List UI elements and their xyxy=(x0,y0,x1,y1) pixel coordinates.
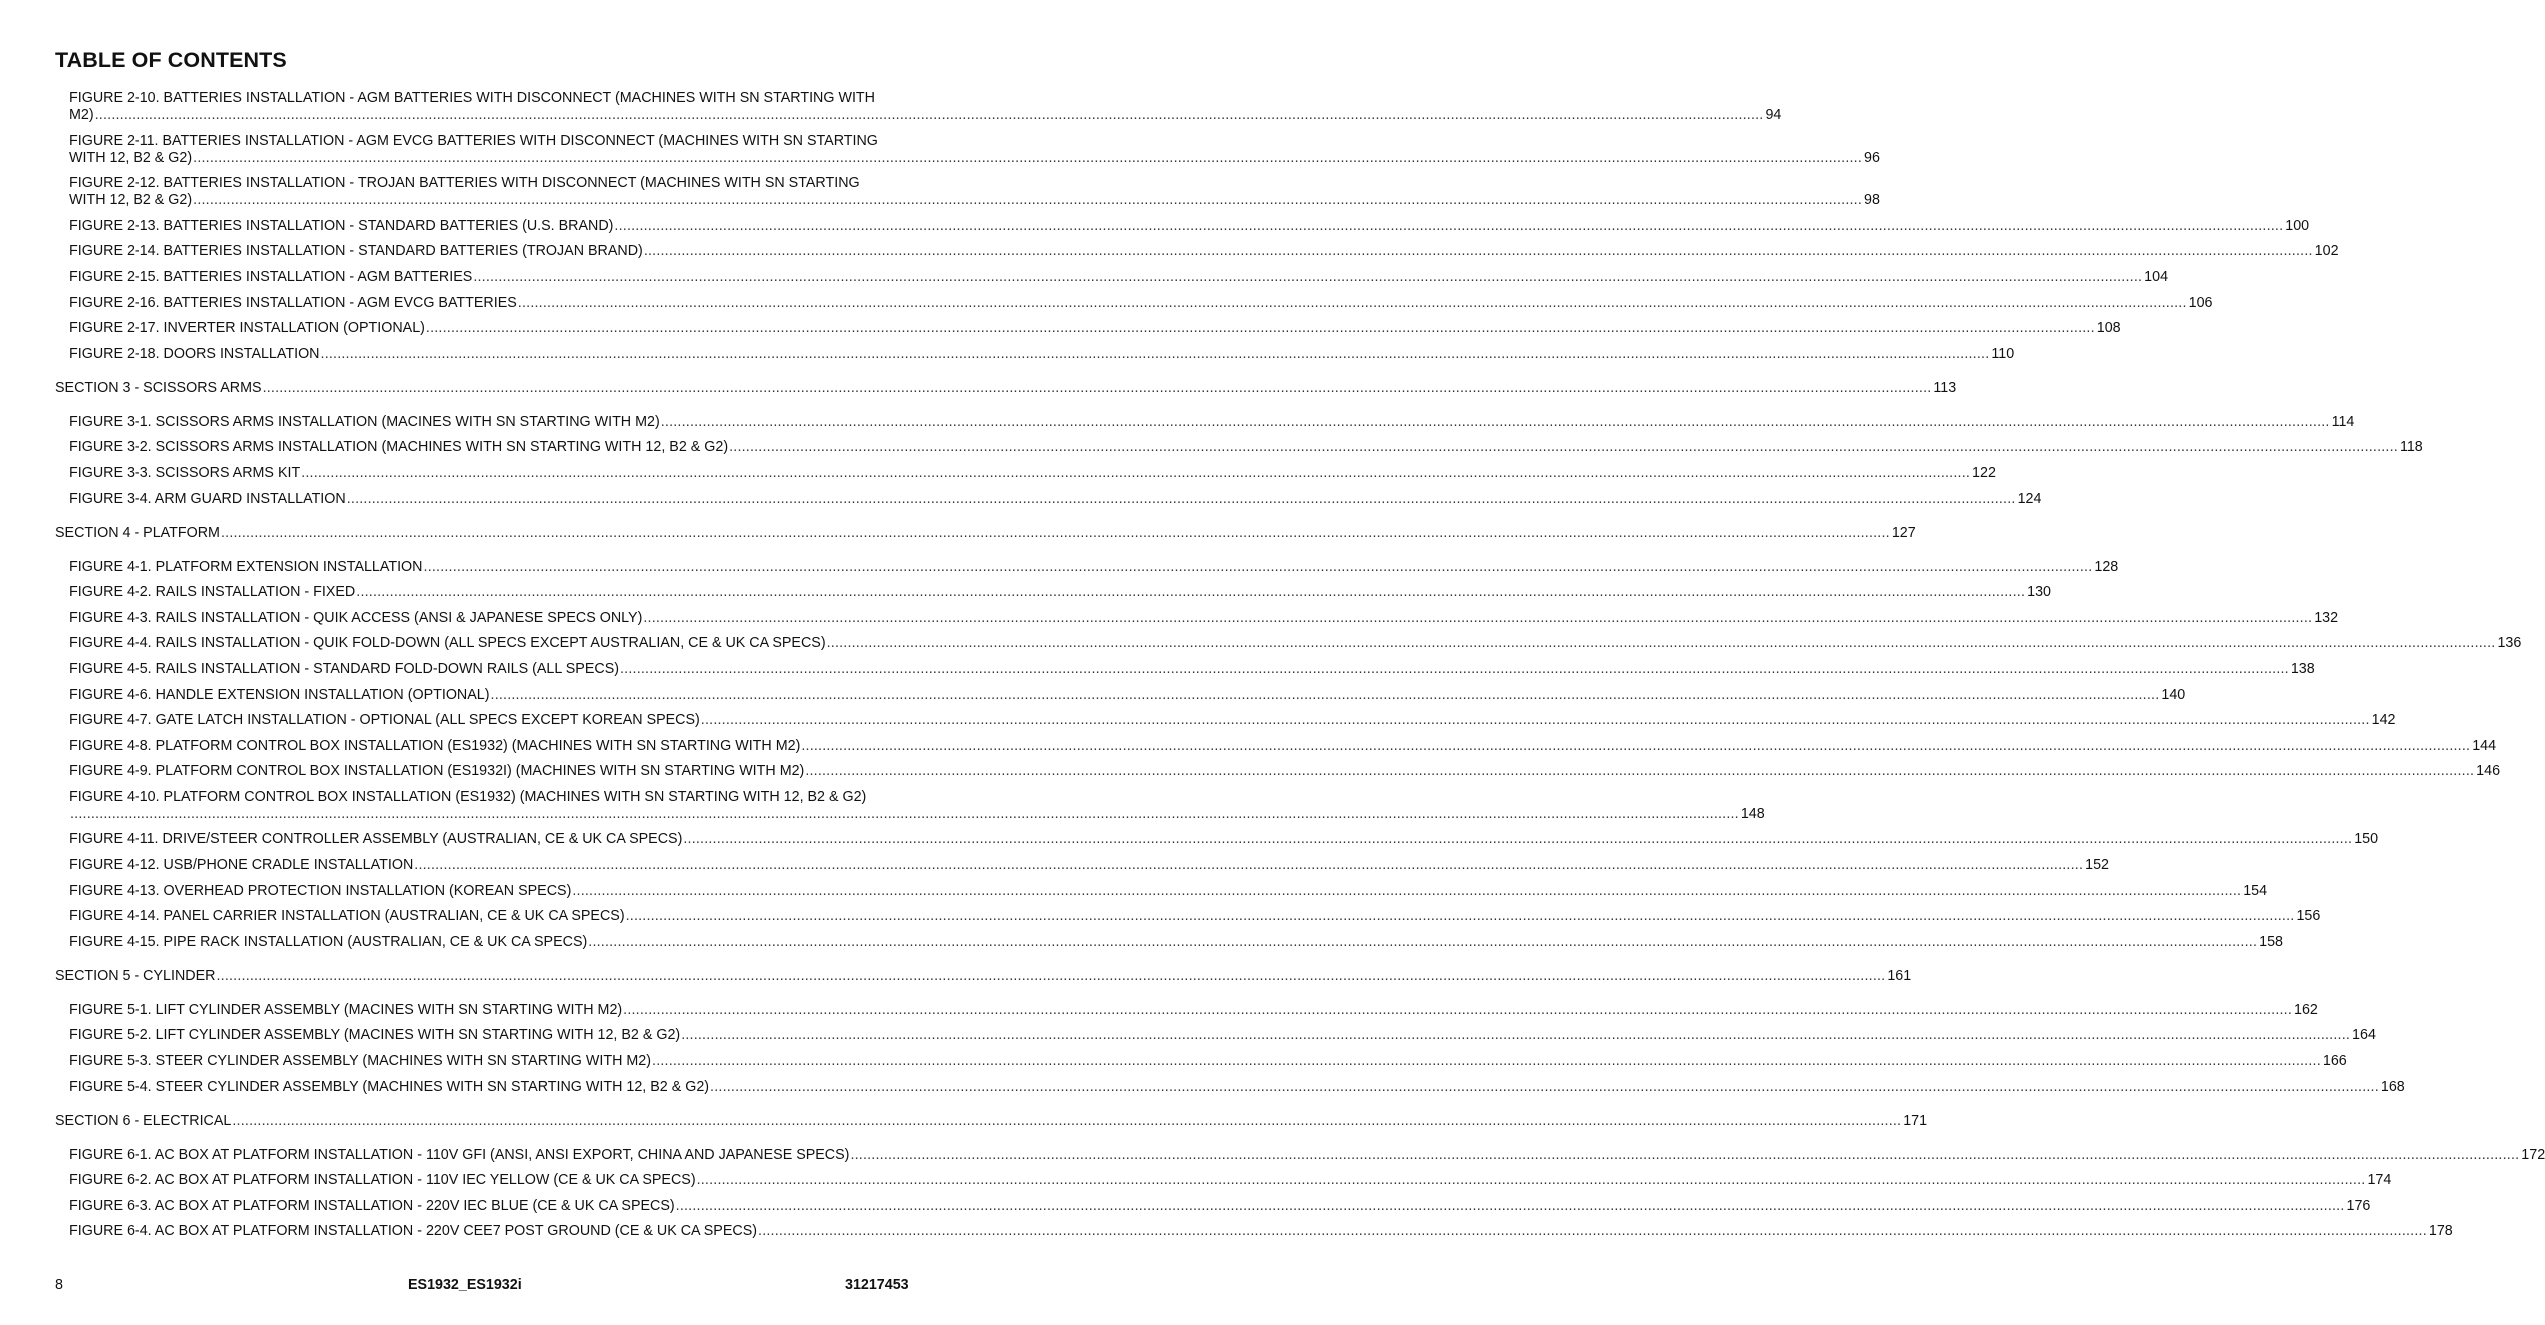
toc-page-number: 128 xyxy=(2094,558,2119,575)
toc-figure-entry[interactable] xyxy=(0,1053,2347,1070)
toc-section-entry[interactable] xyxy=(0,967,1912,985)
dot-leader: ................................................................................................................................................................................................................................................................................................................................................................................................................ xyxy=(660,413,2330,430)
dot-leader: ................................................................................................................................................................................................................................................................................................................................................................................................................ xyxy=(220,524,1890,541)
toc-figure-entry[interactable] xyxy=(0,243,2339,260)
toc-page-number: 142 xyxy=(2371,712,2396,729)
dot-leader: ................................................................................................................................................................................................................................................................................................................................................................................................................ xyxy=(70,805,1739,822)
dot-leader: ................................................................................................................................................................................................................................................................................................................................................................................................................ xyxy=(623,1001,2293,1018)
toc-entry-title: FIGURE 5-2. LIFT CYLINDER ASSEMBLY (MACINES WITH SN STARTING WITH 12, B2 & G2) xyxy=(69,1027,681,1044)
toc-entry-title: FIGURE 4-4. RAILS INSTALLATION - QUIK FOLD-DOWN (ALL SPECS EXCEPT AUSTRALIAN, CE & UK CA SPECS) xyxy=(69,635,826,652)
toc-section-entry[interactable] xyxy=(0,524,1916,542)
dot-leader: ................................................................................................................................................................................................................................................................................................................................................................................................................ xyxy=(652,1053,2321,1070)
toc-page-number: 122 xyxy=(1972,464,1996,481)
toc-figure-entry[interactable] xyxy=(0,294,2213,312)
dot-leader: ................................................................................................................................................................................................................................................................................................................................................................................................................ xyxy=(683,831,2353,848)
toc-figure-entry[interactable] xyxy=(0,1223,2453,1240)
toc-figure-entry[interactable] xyxy=(0,1027,2376,1044)
dot-leader: ................................................................................................................................................................................................................................................................................................................................................................................................................ xyxy=(356,584,2026,601)
toc-figure-entry[interactable] xyxy=(0,609,2339,627)
toc-page-number: 158 xyxy=(2259,933,2283,950)
dot-leader: ................................................................................................................................................................................................................................................................................................................................................................................................................ xyxy=(301,464,1971,481)
toc-figure-entry[interactable] xyxy=(0,439,2423,456)
dot-leader: ................................................................................................................................................................................................................................................................................................................................................................................................................ xyxy=(193,149,1863,166)
toc-figure-entry[interactable] xyxy=(0,132,1880,167)
toc-entry-title: FIGURE 4-9. PLATFORM CONTROL BOX INSTALLATION (ES1932I) (MACHINES WITH SN STARTING WITH M2) xyxy=(69,763,805,780)
dot-leader: ................................................................................................................................................................................................................................................................................................................................................................................................................ xyxy=(572,882,2242,899)
toc-page-number: 102 xyxy=(2314,243,2339,260)
toc-page-number: 168 xyxy=(2380,1078,2405,1095)
toc-entry-title: FIGURE 2-12. BATTERIES INSTALLATION - TROJAN BATTERIES WITH DISCONNECT (MACHINES WITH SN STARTING xyxy=(69,175,860,192)
toc-page-number: 146 xyxy=(2476,763,2501,780)
toc-page-number: 110 xyxy=(1991,345,2015,362)
toc-entry-title: FIGURE 4-1. PLATFORM EXTENSION INSTALLATION xyxy=(69,558,423,575)
toc-page-number: 162 xyxy=(2294,1001,2318,1018)
toc-page-number: 152 xyxy=(2085,857,2109,874)
dot-leader: ................................................................................................................................................................................................................................................................................................................................................................................................................ xyxy=(614,217,2284,234)
toc-page-number: 132 xyxy=(2314,609,2339,626)
dot-leader: ................................................................................................................................................................................................................................................................................................................................................................................................................ xyxy=(320,345,1990,362)
toc-entry-title: FIGURE 2-16. BATTERIES INSTALLATION - AGM EVCG BATTERIES xyxy=(69,294,517,311)
toc-entry-title: FIGURE 4-8. PLATFORM CONTROL BOX INSTALLATION (ES1932) (MACHINES WITH SN STARTING WITH M2) xyxy=(69,737,801,754)
footer-page-number: 8 xyxy=(55,1277,63,1293)
toc-entry-title-continued: WITH 12, B2 & G2) xyxy=(69,149,193,166)
toc-page-number: 94 xyxy=(1765,107,1782,123)
toc-figure-entry[interactable] xyxy=(0,320,2121,337)
dot-leader: ................................................................................................................................................................................................................................................................................................................................................................................................................ xyxy=(643,609,2313,626)
toc-entry-title: FIGURE 4-15. PIPE RACK INSTALLATION (AUSTRALIAN, CE & UK CA SPECS) xyxy=(69,933,588,950)
dot-leader: ................................................................................................................................................................................................................................................................................................................................................................................................................ xyxy=(700,712,2370,729)
toc-page-number: 172 xyxy=(2521,1146,2545,1163)
dot-leader: ................................................................................................................................................................................................................................................................................................................................................................................................................ xyxy=(826,635,2496,652)
toc-entry-title: FIGURE 2-18. DOORS INSTALLATION xyxy=(69,345,320,362)
dot-leader: ................................................................................................................................................................................................................................................................................................................................................................................................................ xyxy=(681,1027,2351,1044)
toc-page-number: 176 xyxy=(2346,1197,2371,1214)
toc-entry-title: FIGURE 4-7. GATE LATCH INSTALLATION - OPTIONAL (ALL SPECS EXCEPT KOREAN SPECS) xyxy=(69,712,700,729)
dot-leader: ................................................................................................................................................................................................................................................................................................................................................................................................................ xyxy=(696,1172,2366,1189)
toc-entry-title: FIGURE 4-10. PLATFORM CONTROL BOX INSTALLATION (ES1932) (MACHINES WITH SN STARTING WITH 12, B2 & G2) xyxy=(69,788,867,805)
toc-page-number: 108 xyxy=(2096,320,2121,337)
toc-page-number: 124 xyxy=(2017,490,2042,507)
dot-leader: ................................................................................................................................................................................................................................................................................................................................................................................................................ xyxy=(675,1197,2345,1214)
dot-leader: ................................................................................................................................................................................................................................................................................................................................................................................................................ xyxy=(729,439,2398,456)
dot-leader: ................................................................................................................................................................................................................................................................................................................................................................................................................ xyxy=(805,763,2475,780)
dot-leader: ................................................................................................................................................................................................................................................................................................................................................................................................................ xyxy=(425,320,2095,337)
toc-figure-entry[interactable] xyxy=(0,1146,2545,1164)
dot-leader: ................................................................................................................................................................................................................................................................................................................................................................................................................ xyxy=(588,933,2258,950)
page-title: TABLE OF CONTENTS xyxy=(55,48,287,72)
toc-page-number: 138 xyxy=(2290,660,2315,677)
dot-leader: ................................................................................................................................................................................................................................................................................................................................................................................................................ xyxy=(490,686,2160,703)
dot-leader: ................................................................................................................................................................................................................................................................................................................................................................................................................ xyxy=(193,192,1863,209)
toc-page-number: 161 xyxy=(1887,967,1912,984)
toc-figure-entry[interactable] xyxy=(0,1172,2392,1189)
dot-leader: ................................................................................................................................................................................................................................................................................................................................................................................................................ xyxy=(517,294,2187,311)
footer-doc-number: 31217453 xyxy=(845,1277,909,1293)
toc-page-number: 174 xyxy=(2367,1172,2392,1189)
toc-page-number: 113 xyxy=(1933,379,1957,396)
toc-figure-entry[interactable] xyxy=(0,788,1765,823)
dot-leader: ................................................................................................................................................................................................................................................................................................................................................................................................................ xyxy=(262,379,1932,396)
dot-leader: ................................................................................................................................................................................................................................................................................................................................................................................................................ xyxy=(801,737,2471,754)
table-of-contents xyxy=(0,90,2545,1240)
footer-model: ES1932_ES1932i xyxy=(408,1277,522,1293)
toc-figure-entry[interactable] xyxy=(0,558,2119,576)
toc-page-number: 98 xyxy=(1864,192,1880,209)
toc-section-entry[interactable] xyxy=(0,1112,1928,1130)
dot-leader: ................................................................................................................................................................................................................................................................................................................................................................................................................ xyxy=(232,1112,1902,1129)
toc-figure-entry[interactable] xyxy=(0,1078,2405,1096)
toc-entry-title: FIGURE 3-2. SCISSORS ARMS INSTALLATION (MACHINES WITH SN STARTING WITH 12, B2 & G2) xyxy=(69,439,729,456)
toc-entry-title: SECTION 3 - SCISSORS ARMS xyxy=(55,379,262,396)
toc-entry-title: FIGURE 2-17. INVERTER INSTALLATION (OPTIONAL) xyxy=(69,320,425,337)
toc-figure-entry[interactable] xyxy=(0,1197,2371,1215)
toc-page-number: 106 xyxy=(2188,294,2213,311)
toc-figure-entry[interactable] xyxy=(0,737,2497,755)
toc-page-number: 96 xyxy=(1864,149,1880,166)
dot-leader: ................................................................................................................................................................................................................................................................................................................................................................................................................ xyxy=(346,490,2016,507)
toc-page-number: 100 xyxy=(2285,217,2310,234)
toc-figure-entry[interactable] xyxy=(0,584,2051,601)
dot-leader: ................................................................................................................................................................................................................................................................................................................................................................................................................ xyxy=(216,967,1886,984)
toc-entry-title: FIGURE 6-2. AC BOX AT PLATFORM INSTALLATION - 110V IEC YELLOW (CE & UK CA SPECS) xyxy=(69,1172,696,1189)
toc-page-number: 104 xyxy=(2144,268,2169,285)
toc-page-number: 114 xyxy=(2331,413,2355,430)
toc-page-number: 154 xyxy=(2243,882,2268,899)
toc-page-number: 178 xyxy=(2428,1223,2453,1240)
dot-leader: ................................................................................................................................................................................................................................................................................................................................................................................................................ xyxy=(620,660,2289,677)
toc-entry-title: FIGURE 4-5. RAILS INSTALLATION - STANDARD FOLD-DOWN RAILS (ALL SPECS) xyxy=(69,660,619,677)
toc-entry-title: FIGURE 4-11. DRIVE/STEER CONTROLLER ASSEMBLY (AUSTRALIAN, CE & UK CA SPECS) xyxy=(69,831,683,848)
toc-figure-entry[interactable] xyxy=(0,635,2522,652)
toc-page-number: 127 xyxy=(1891,524,1916,541)
toc-figure-entry[interactable] xyxy=(0,660,2315,678)
toc-figure-entry[interactable] xyxy=(0,712,2396,729)
toc-entry-title: SECTION 5 - CYLINDER xyxy=(55,967,216,984)
dot-leader: ................................................................................................................................................................................................................................................................................................................................................................................................................ xyxy=(423,558,2093,575)
toc-figure-entry[interactable] xyxy=(0,90,1782,124)
dot-leader: ................................................................................................................................................................................................................................................................................................................................................................................................................ xyxy=(643,243,2313,260)
toc-figure-entry[interactable] xyxy=(0,1001,2318,1019)
dot-leader: ................................................................................................................................................................................................................................................................................................................................................................................................................ xyxy=(473,268,2143,285)
toc-entry-title: FIGURE 3-3. SCISSORS ARMS KIT xyxy=(69,464,301,481)
toc-page-number: 164 xyxy=(2352,1027,2376,1044)
toc-page-number: 171 xyxy=(1903,1112,1928,1129)
toc-page-number: 144 xyxy=(2472,737,2497,754)
toc-entry-title: FIGURE 6-4. AC BOX AT PLATFORM INSTALLATION - 220V CEE7 POST GROUND (CE & UK CA SPECS) xyxy=(69,1223,758,1240)
toc-figure-entry[interactable] xyxy=(0,882,2268,900)
toc-figure-entry[interactable] xyxy=(0,464,1996,482)
toc-entry-title: FIGURE 4-3. RAILS INSTALLATION - QUIK ACCESS (ANSI & JAPANESE SPECS ONLY) xyxy=(69,609,643,626)
toc-page-number: 148 xyxy=(1740,805,1765,822)
toc-section-entry[interactable] xyxy=(0,379,1957,397)
toc-page-number: 118 xyxy=(2399,439,2423,456)
toc-entry-title: FIGURE 2-15. BATTERIES INSTALLATION - AGM BATTERIES xyxy=(69,268,473,285)
toc-entry-title-continued: WITH 12, B2 & G2) xyxy=(69,192,193,209)
dot-leader: ................................................................................................................................................................................................................................................................................................................................................................................................................ xyxy=(414,857,2084,874)
dot-leader: ................................................................................................................................................................................................................................................................................................................................................................................................................ xyxy=(850,1146,2520,1163)
toc-entry-title: FIGURE 2-10. BATTERIES INSTALLATION - AGM BATTERIES WITH DISCONNECT (MACHINES WITH SN STARTING WITH xyxy=(69,90,875,106)
toc-entry-title: FIGURE 5-3. STEER CYLINDER ASSEMBLY (MACHINES WITH SN STARTING WITH M2) xyxy=(69,1053,652,1070)
toc-entry-title: FIGURE 6-1. AC BOX AT PLATFORM INSTALLATION - 110V GFI (ANSI, ANSI EXPORT, CHINA AND JAPANESE SPECS) xyxy=(69,1146,850,1163)
toc-entry-title: FIGURE 4-12. USB/PHONE CRADLE INSTALLATION xyxy=(69,857,414,874)
toc-figure-entry[interactable] xyxy=(0,933,2283,951)
toc-page-number: 130 xyxy=(2027,584,2051,601)
toc-entry-title: FIGURE 5-1. LIFT CYLINDER ASSEMBLY (MACINES WITH SN STARTING WITH M2) xyxy=(69,1001,623,1018)
toc-entry-title: FIGURE 6-3. AC BOX AT PLATFORM INSTALLATION - 220V IEC BLUE (CE & UK CA SPECS) xyxy=(69,1197,675,1214)
toc-entry-title: SECTION 6 - ELECTRICAL xyxy=(55,1112,232,1129)
toc-entry-title: FIGURE 2-14. BATTERIES INSTALLATION - STANDARD BATTERIES (TROJAN BRAND) xyxy=(69,243,643,260)
toc-entry-title: FIGURE 5-4. STEER CYLINDER ASSEMBLY (MACHINES WITH SN STARTING WITH 12, B2 & G2) xyxy=(69,1078,710,1095)
toc-figure-entry[interactable] xyxy=(0,413,2355,431)
toc-figure-entry[interactable] xyxy=(0,686,2186,704)
dot-leader: ................................................................................................................................................................................................................................................................................................................................................................................................................ xyxy=(625,908,2295,925)
toc-figure-entry[interactable] xyxy=(0,217,2310,235)
dot-leader: ................................................................................................................................................................................................................................................................................................................................................................................................................ xyxy=(758,1223,2427,1240)
toc-entry-title: FIGURE 3-1. SCISSORS ARMS INSTALLATION (MACINES WITH SN STARTING WITH M2) xyxy=(69,413,660,430)
toc-entry-title: FIGURE 3-4. ARM GUARD INSTALLATION xyxy=(69,490,346,507)
dot-leader: ................................................................................................................................................................................................................................................................................................................................................................................................................ xyxy=(710,1078,2379,1095)
toc-page-number: 150 xyxy=(2354,831,2379,848)
toc-page-number: 166 xyxy=(2322,1053,2347,1070)
toc-page-number: 136 xyxy=(2497,635,2522,652)
toc-figure-entry[interactable] xyxy=(0,763,2501,780)
toc-page-number: 156 xyxy=(2296,908,2321,925)
toc-entry-title: SECTION 4 - PLATFORM xyxy=(55,524,220,541)
toc-entry-title: FIGURE 4-2. RAILS INSTALLATION - FIXED xyxy=(69,584,356,601)
toc-figure-entry[interactable] xyxy=(0,345,2015,363)
toc-figure-entry[interactable] xyxy=(0,857,2109,874)
toc-entry-title: FIGURE 2-11. BATTERIES INSTALLATION - AGM EVCG BATTERIES WITH DISCONNECT (MACHINES WITH SN STARTING xyxy=(69,132,878,149)
toc-entry-title: FIGURE 2-13. BATTERIES INSTALLATION - STANDARD BATTERIES (U.S. BRAND) xyxy=(69,217,614,234)
toc-figure-entry[interactable] xyxy=(0,908,2321,925)
toc-figure-entry[interactable] xyxy=(0,268,2169,286)
toc-entry-title: FIGURE 4-14. PANEL CARRIER INSTALLATION (AUSTRALIAN, CE & UK CA SPECS) xyxy=(69,908,625,925)
dot-leader: ................................................................................................................................................................................................................................................................................................................................................................................................................ xyxy=(94,107,1764,123)
toc-figure-entry[interactable] xyxy=(0,831,2379,848)
toc-figure-entry[interactable] xyxy=(0,490,2042,508)
toc-entry-title-continued: M2) xyxy=(69,107,94,123)
toc-figure-entry[interactable] xyxy=(0,175,1880,209)
toc-page-number: 140 xyxy=(2161,686,2186,703)
toc-entry-title: FIGURE 4-6. HANDLE EXTENSION INSTALLATION (OPTIONAL) xyxy=(69,686,490,703)
toc-entry-title: FIGURE 4-13. OVERHEAD PROTECTION INSTALLATION (KOREAN SPECS) xyxy=(69,882,572,899)
